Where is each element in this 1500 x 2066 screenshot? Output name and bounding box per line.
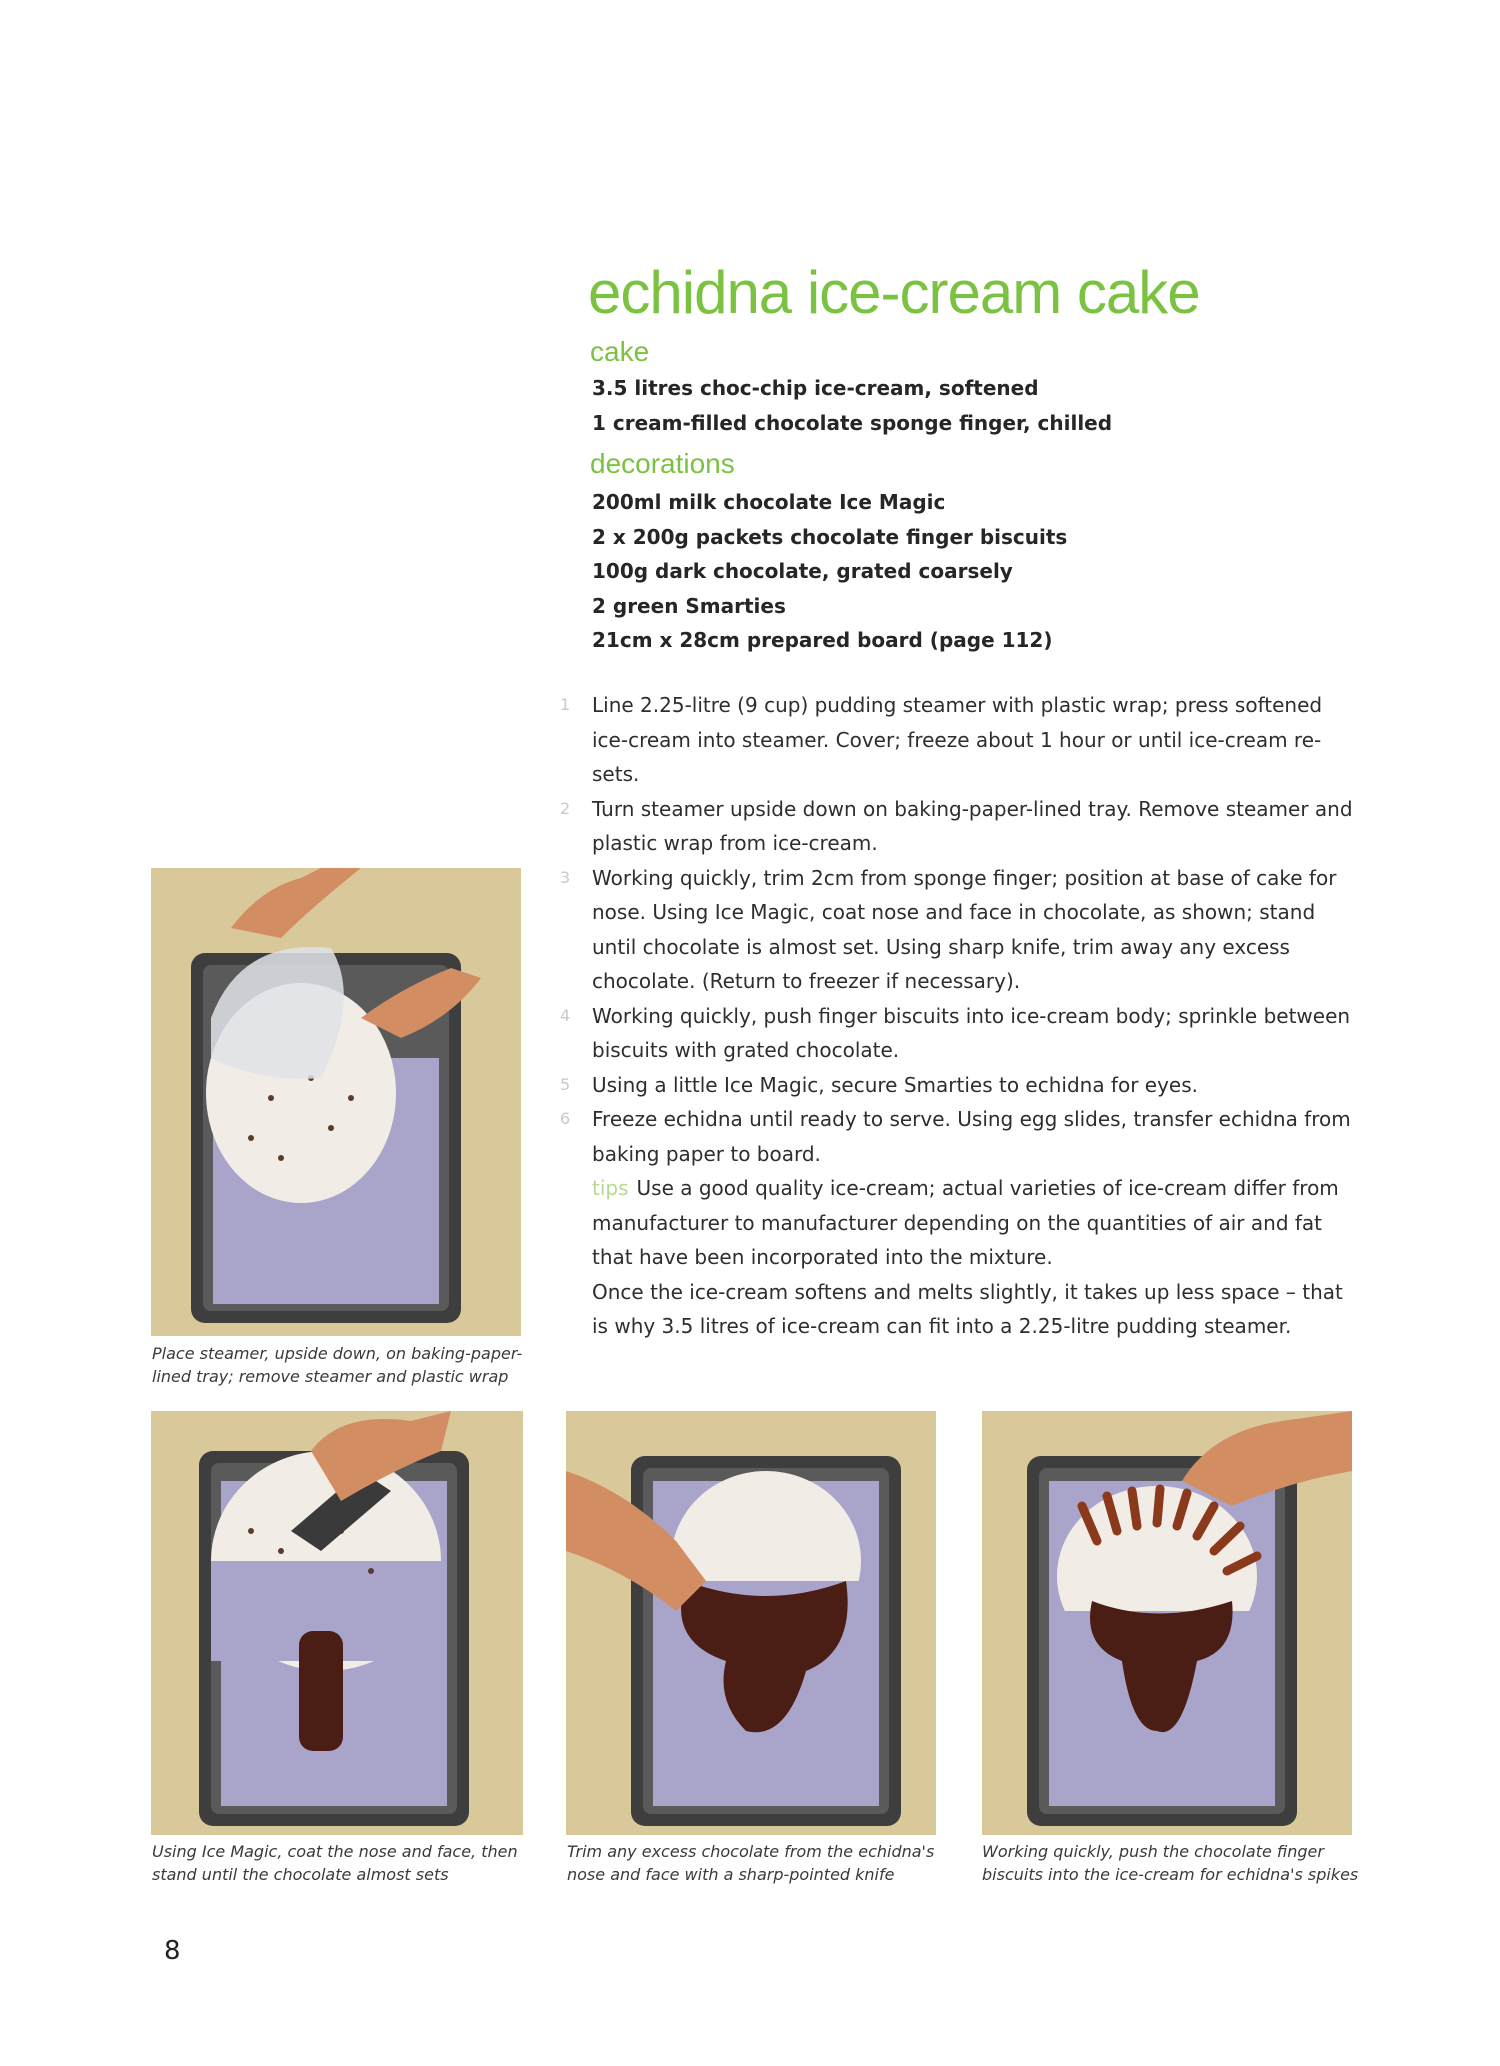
photo-coat-nose-image [151,1411,523,1835]
step-number: 5 [560,1074,571,1094]
cake-ingredients [592,371,1352,440]
ingredient-item: 200ml milk chocolate Ice Magic [592,490,946,514]
step-number: 1 [560,695,571,714]
ingredient-item: 2 x 200g packets chocolate finger biscuits [592,524,1068,549]
step-text: Freeze echidna until ready to serve. Using egg slides, transfer echidna from baking paper to board. [592,1107,1351,1166]
step-text: Working quickly, push finger biscuits into ice-cream body; sprinkle between biscuits with grated chocolate. [592,1003,1351,1062]
photo-biscuit-spikes-image [982,1411,1352,1835]
photo-caption: Trim any excess chocolate from the echidna's nose and face with a sharp-pointed knife [567,1842,935,1884]
step-number: 2 [560,798,571,818]
tip-text: Once the ice-cream softens and melts slightly, it takes up less space – that is why 3.5 litres of ice-cream can fit into a 2.25-litre pudding steamer. [592,1279,1343,1338]
decorations-heading: decorations [590,448,735,479]
step-number: 3 [560,867,571,887]
page-number: 8 [164,1936,181,1966]
photo-caption: Using Ice Magic, coat the nose and face, then stand until the chocolate almost sets [152,1842,518,1884]
method-step [560,861,1360,999]
tips-label: tips [592,1176,629,1200]
cake-heading: cake [590,336,650,367]
photo-caption: Working quickly, push the chocolate finger biscuits into the ice-cream for echidna's spikes [982,1842,1359,1884]
method-step [560,792,1360,861]
step-text: Turn steamer upside down on baking-paper-lined tray. Remove steamer and plastic wrap from ice-cream. [592,796,1353,855]
tips-section [592,1171,1352,1344]
photo-caption: Place steamer, upside down, on baking-paper-lined tray; remove steamer and plastic wrap [152,1344,523,1386]
method-step [560,1102,1360,1171]
method-step [560,1068,1360,1103]
tip-text: Use a good quality ice-cream; actual varieties of ice-cream differ from manufacturer to manufacturer depending on the quantities of air and fat that have been incorporated into the mixture. [592,1176,1339,1269]
photo-remove-steamer-image [151,868,521,1336]
step-text: Working quickly, trim 2cm from sponge finger; position at base of cake for nose. Using Ice Magic, coat nose and face in chocolate, as shown; stand until chocolate is almost set. Using sharp knife, trim away any excess chocolate. (Return to freezer if necessary). [592,865,1337,993]
tip-paragraph [592,1275,1352,1344]
photo-coat-nose [151,1411,523,1835]
method-steps [560,688,1360,1171]
step-text: Using a little Ice Magic, secure Smarties to echidna for eyes. [592,1072,1199,1097]
photo-biscuit-spikes [982,1411,1352,1835]
ingredient-item: 21cm x 28cm prepared board (page 112) [592,628,1053,652]
recipe-title: echidna ice-cream cake [588,259,1200,326]
method-step [560,999,1360,1068]
decoration-ingredients [592,485,1352,658]
ingredient-item: 100g dark chocolate, grated coarsely [592,559,1013,583]
step-text: Line 2.25-litre (9 cup) pudding steamer with plastic wrap; press softened ice-cream into steamer. Cover; freeze about 1 hour or until ice-cream re-sets. [592,693,1323,786]
step-number: 6 [560,1109,571,1128]
step-number: 4 [560,1005,571,1025]
ingredient-item: 2 green Smarties [592,593,786,618]
photo-remove-steamer [151,868,521,1336]
photo-trim-chocolate-image [566,1411,936,1835]
photo-trim-chocolate [566,1411,936,1835]
ingredient-item: 3.5 litres choc-chip ice-cream, softened [592,376,1039,400]
method-step [560,688,1360,792]
ingredient-item: 1 cream-filled chocolate sponge finger, chilled [592,410,1113,435]
tip-paragraph [592,1171,1352,1275]
